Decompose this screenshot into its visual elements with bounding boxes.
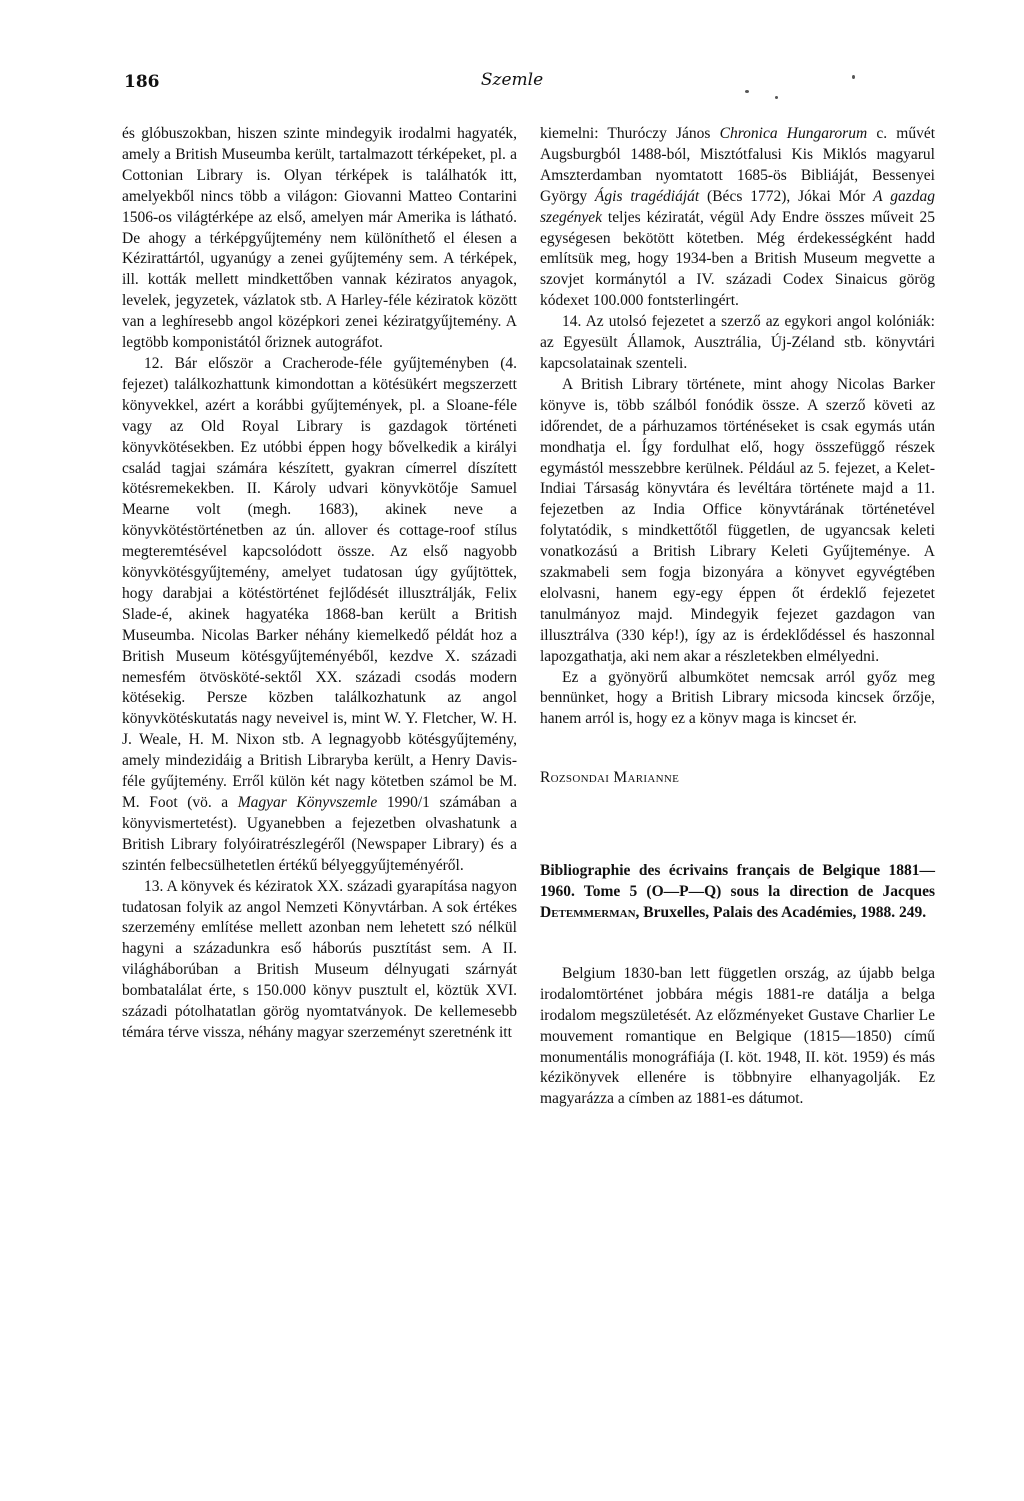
book-title: A gazdag szegények <box>540 187 935 226</box>
paragraph: 14. Az utolsó fejezetet a szerző az egykori angol kolóniák: az Egyesült Államok, Ausztrália, Új-Zéland stb. könyvtári kapcsolatainak szenteli. <box>540 313 935 372</box>
left-column <box>122 124 517 1044</box>
book-title: Ágis tragédiáját <box>594 187 700 205</box>
scan-speck <box>852 75 855 79</box>
paragraph <box>122 354 517 877</box>
text-run: 1990/1 számában a könyvismertetést). Ugyanebben a fejezetben olvashatunk a British Library folyóiratrészlegéről (Newspaper Library) és a szintén felbecsülhetetlen értékű bélyeggyűjteményéről. <box>122 794 518 874</box>
right-column <box>540 124 935 1110</box>
paragraph: és glóbuszokban, hiszen szinte mindegyik irodalmi hagyaték, amely a British Museumba került, tartalmazott térképeket, pl. a Cottonian Library is. Olyan térképek is találhatók itt, amelyekből nincs több a világon: Giovanni Matteo Contarini 1506-os világtérképe az első, amelyen már Amerika is látható. De ahogy a térképgyűjtemény nem különíthető el élesen a Kézirattártól, ugyanúgy a zenei gyűjtemény sem. A térképek, ill. kották mellett mindkettőben vannak kéziratos anyagok, levelek, jegyzetek, vázlatok stb. A Harley-féle kéziratok között van a leghíresebb angol középkori zenei kéziratgyűjtemény. A legtöbb komponistától őriznek autográfot. <box>122 125 517 352</box>
text-run: teljes kéziratát, végül Ady Endre összes műveit 25 egységesen bekötött kötetben. Még érdekességként hadd említsük meg, hogy 1934-ben a British Museum megvette a szovjet kormánytól a IV. századi Codex Sinaicus görög kódexet 100.000 fontsterlingért. <box>540 208 935 310</box>
author-signature: Rozsondai Marianne <box>540 769 680 787</box>
text-run: (Bécs 1772), Jókai Mór <box>699 187 874 205</box>
text-run: , Bruxelles, Palais des Académies, 1988. 249. <box>635 904 927 921</box>
scan-speck <box>745 90 749 93</box>
paragraph <box>540 124 935 312</box>
text-run: Bibliographie des écrivains français de Belgique 1881—1960. Tome 5 (O—P—Q) sous la direction de Jacques <box>540 862 935 901</box>
text-run: c. művét Augsburgból 1488-ból, Misztótfalusi Kis Miklós magyarul Amszterdamban nyomtatott 1685-ös Bibliáját, Bessenyei György <box>540 125 936 205</box>
page-number: 186 <box>124 72 160 92</box>
paragraph: Ez a gyönyörű albumkötet nemcsak arról győz meg bennünket, hogy a British Library micsoda kincsek őrzője, hanem arról is, hogy ez a könyv maga is kincset ér. <box>540 668 935 728</box>
book-title: Chronica Hungarorum <box>719 125 868 142</box>
review-body: Belgium 1830-ban lett független ország, az újabb belga irodalomtörténet jobbára mégis 1881-re datálja a belga irodalom megszületését. Az előzményeket Gustave Charlier Le mouvement romantique en Belgique (1815—1850) című monumentális monográfiája (I. köt. 1948, II. köt. 1959) és más kézikönyvek ellenére is többnyire elhanyagolják. Ez magyarázza a címben az 1881-es dátumot. <box>540 964 935 1108</box>
text-run: kiemelni: Thuróczy János <box>540 125 720 142</box>
journal-title: Magyar Könyvszemle <box>237 794 378 811</box>
review-heading <box>540 861 935 924</box>
running-title: Szemle <box>480 70 544 90</box>
scan-speck <box>775 96 778 99</box>
editor-name: Detemmerman <box>540 904 636 921</box>
paragraph: 13. A könyvek és kéziratok XX. századi gyarapítása nagyon tudatosan folyik az angol Nemzeti Könyvtárban. A sok értékes szerzemény említése mellett azonban nem lehetett szó nélkül hagyni a századunkra eső háborús pusztítást sem. A II. világháborúban a British Museum délnyugati szárnyát bombatalálat érte, s 150.000 könyv pusztult el, köztük XVI. századi pótolhatatlan görög nyomtatványok. De kellemesebb témára térve vissza, néhány magyar szerzeményt szeretnénk itt <box>122 877 517 1041</box>
text-run: 12. Bár először a Cracherode-féle gyűjteményben (4. fejezet) találkozhattunk kimondottan a kötésükért megszerzett könyvekkel, azért a korábbi gyűjtemények, pl. a Sloane-féle vagy az Old Royal Library is gazdagok történeti könyvkötésekben. Ez utóbbi éppen hogy bővelkedik a királyi család tagjai számára készített, gyakran címerrel díszített kötésremekekben. II. Károly udvari könyvkötője Samuel Mearne volt (megh. 1683), akinek neve a könyvkötéstörténetben az ún. allover és cottage-roof stílus megteremtésével kapcsolódott össze. Az első nagyobb könyvkötésgyűjtemény, amelyet tudatosan úgy gyűjtöttek, hogy darabjai a kötéstörténet fejlődését illusztrálják, Felix Slade-é, akinek hagyatéka 1868-ban került a British Museumba. Nicolas Barker néhány kiemelkedő példát hoz a British Museum kötésgyűjteményéből, kezdve X. századi nemesfém ötvösköté-sektől XX. századi csodás modern kötésekig. Persze közben találkozhatunk az angol könyvkötéskutatás nagy neveivel is, mint W. Y. Fletcher, W. H. J. Weale, H. M. Nixon stb. A legnagyobb kötésgyűjtemény, amely mindezidáig a British Libraryba került, a Henry Davis-féle gyűjtemény. Erről külön két nagy kötetben számol be M. M. Foot (vö. a <box>122 354 517 811</box>
paragraph: A British Library története, mint ahogy Nicolas Barker könyve is, több szálból fonódik össze. A szerző követi az időrendet, de a párhuzamos történéseket is csak egymás után mondhatja el. Így fordulhat elő, hogy összefüggő részek egymástól messzebbre kerülnek. Például az 5. fejezet, a Kelet-Indiai Társaság könyvtára és levéltára története majd a 11. fejezetben az India Office könyvtárának történetével folytatódik, s mindkettőtől független, de ugyancsak keleti vonatkozású a British Library Keleti Gyűjteménye. A szakmabeli sem fogja bizonyára a könyvet egyvégtében elolvasni, hanem egy-egy éppen őt érdeklő fejezetet tanulmányoz majd. Mindegyik fejezet gazdagon van illusztrálva (330 kép!), így az is érdeklődéssel és haszonnal lapozgathatja, aki nem akar a részletekben elmélyedni. <box>540 375 935 665</box>
